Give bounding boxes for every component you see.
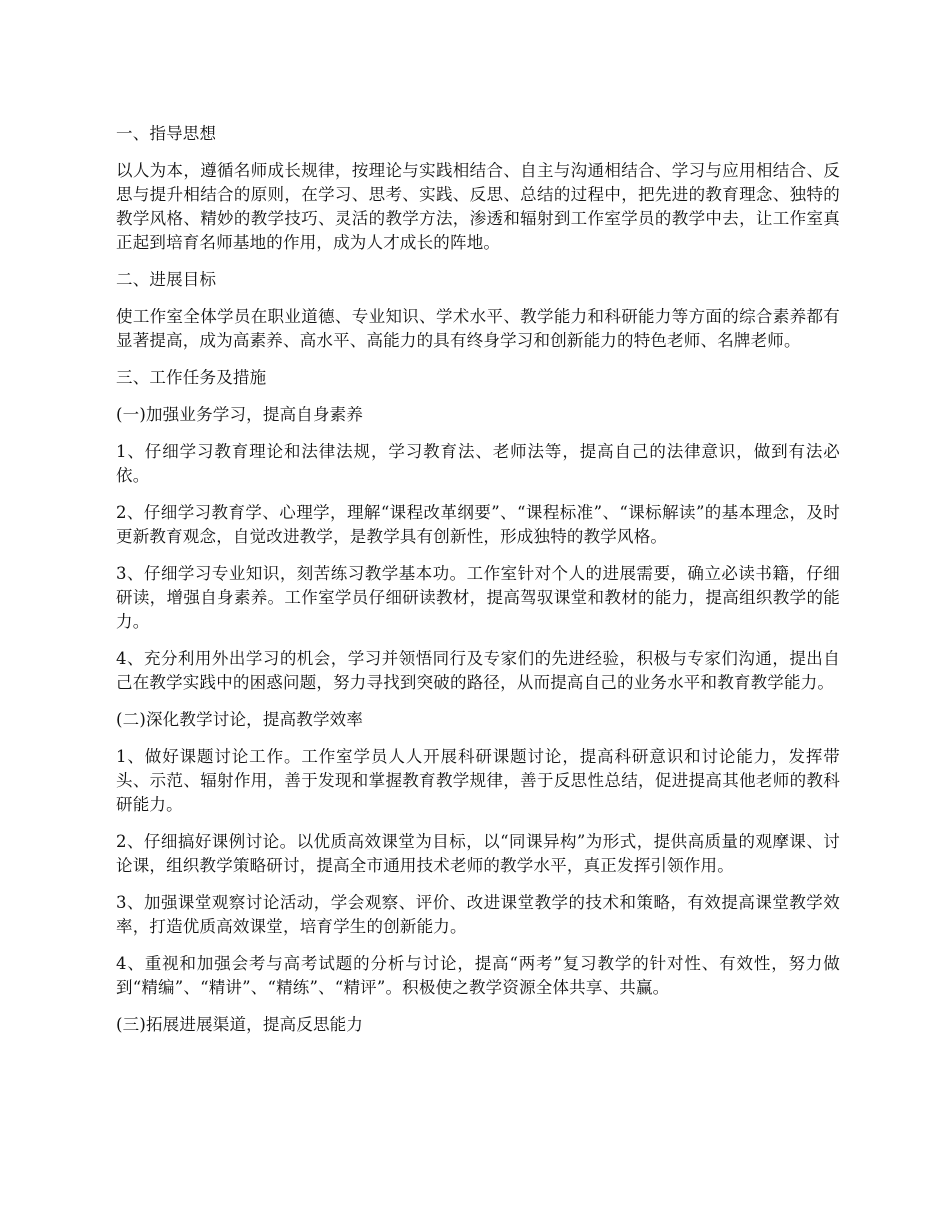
list-item-learning-2: 2、仔细学习教育学、心理学，理解“课程改革纲要”、“课程标准”、“课标解读”的基本理念，及时更新教育观念，自觉改进教学，是教学具有创新性，形成独特的教学风格。 [116,503,840,546]
list-item-teaching-4: 4、重视和加强会考与高考试题的分析与讨论，提高“两考”复习教学的针对性、有效性，努力做到“精编”、“精讲”、“精练”、“精评”。积极使之教学资源全体共享、共赢。 [116,954,840,997]
list-item-learning-4: 4、充分利用外出学习的机会，学习并领悟同行及专家们的先进经验，积极与专家们沟通，提出自己在教学实践中的困惑问题，努力寻找到突破的路径，从而提高自己的业务水平和教育教学能力。 [116,649,840,692]
section-heading-tasks-and-measures: 三、工作任务及措施 [116,368,267,387]
list-item-teaching-1: 1、做好课题讨论工作。工作室学员人人开展科研课题讨论，提高科研意识和讨论能力，发挥带头、示范、辐射作用，善于发现和掌握教育教学规律，善于反思性总结，促进提高其他老师的教科研能力。 [116,747,840,814]
document-body [116,122,840,1037]
section-heading-development-goals: 二、进展目标 [116,270,217,289]
subsection-heading-expand-channels: (三)拓展进展渠道，提高反思能力 [116,1015,364,1034]
paragraph-development-goals: 使工作室全体学员在职业道德、专业知识、学术水平、教学能力和科研能力等方面的综合素养都有显著提高，成为高素养、高水平、高能力的具有终身学习和创新能力的特色老师、名牌老师。 [116,307,840,350]
subsection-heading-strengthen-learning: (一)加强业务学习，提高自身素养 [116,405,364,424]
subsection-heading-deepen-teaching: (二)深化教学讨论，提高教学效率 [116,710,364,729]
section-heading-guiding-ideology: 一、指导思想 [116,124,217,143]
list-item-learning-1: 1、仔细学习教育理论和法律法规，学习教育法、老师法等，提高自己的法律意识，做到有法必依。 [116,442,840,485]
list-item-teaching-3: 3、加强课堂观察讨论活动，学会观察、评价、改进课堂教学的技术和策略，有效提高课堂教学效率，打造优质高效课堂，培育学生的创新能力。 [116,893,840,936]
paragraph-guiding-ideology: 以人为本，遵循名师成长规律，按理论与实践相结合、自主与沟通相结合、学习与应用相结合、反思与提升相结合的原则，在学习、思考、实践、反思、总结的过程中，把先进的教育理念、独特的教学风格、精妙的教学技巧、灵活的教学方法，渗透和辐射到工作室学员的教学中去，让工作室真正起到培育名师基地的作用，成为人才成长的阵地。 [116,161,840,252]
list-item-teaching-2: 2、仔细搞好课例讨论。以优质高效课堂为目标，以“同课异构”为形式，提供高质量的观摩课、讨论课，组织教学策略研讨，提高全市通用技术老师的教学水平，真正发挥引领作用。 [116,832,840,875]
list-item-learning-3: 3、仔细学习专业知识，刻苦练习教学基本功。工作室针对个人的进展需要，确立必读书籍，仔细研读，增强自身素养。工作室学员仔细研读教材，提高驾驭课堂和教材的能力，提高组织教学的能力。 [116,564,840,631]
